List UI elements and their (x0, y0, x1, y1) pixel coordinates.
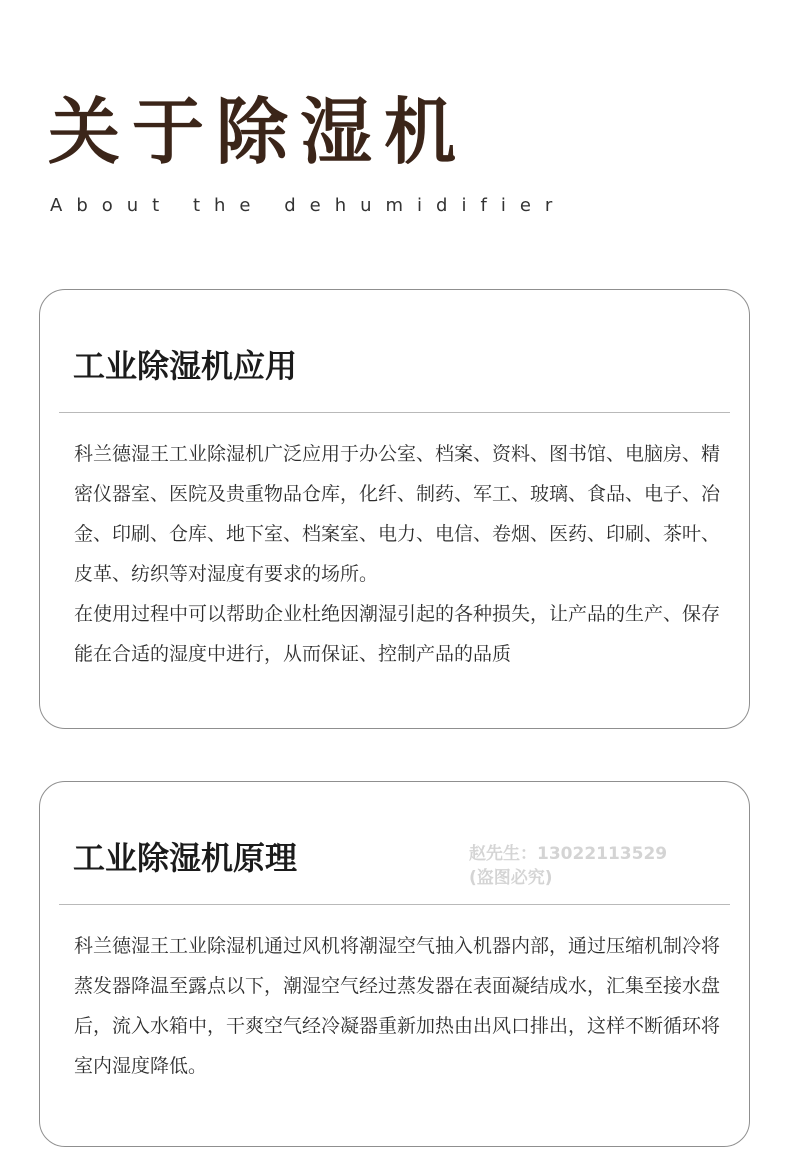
page-subtitle: About the dehumidifier (50, 195, 567, 216)
application-divider (59, 412, 730, 413)
application-card (39, 289, 750, 729)
contact-watermark (469, 842, 667, 890)
principle-heading: 工业除湿机原理 (73, 839, 298, 877)
principle-divider (59, 904, 730, 905)
principle-paragraph: 科兰德湿王工业除湿机通过风机将潮湿空气抽入机器内部，通过压缩机制冷将蒸发器降温至露点以下，潮湿空气经过蒸发器在表面凝结成水，汇集至接水盘后，流入水箱中，干爽空气经冷凝器重新加热由出风口排出，这样不断循环将室内湿度降低。 (74, 935, 721, 1077)
application-body (74, 434, 720, 674)
application-heading: 工业除湿机应用 (73, 347, 298, 385)
principle-body (74, 926, 720, 1086)
page-title: 关于除湿机 (48, 90, 469, 174)
copyright-notice: (盗图必究) (469, 868, 553, 888)
contact-phone: 赵先生：13022113529 (469, 844, 668, 864)
application-paragraph: 科兰德湿王工业除湿机广泛应用于办公室、档案、资料、图书馆、电脑房、精密仪器室、医院及贵重物品仓库，化纤、制药、军工、玻璃、食品、电子、冶金、印刷、仓库、地下室、档案室、电力、电信、卷烟、医药、印刷、茶叶、皮革、纺织等对湿度有要求的场所。 (74, 443, 721, 585)
application-paragraph: 在使用过程中可以帮助企业杜绝因潮湿引起的各种损失，让产品的生产、保存能在合适的湿度中进行，从而保证、控制产品的品质 (74, 603, 721, 665)
principle-card (39, 781, 750, 1147)
